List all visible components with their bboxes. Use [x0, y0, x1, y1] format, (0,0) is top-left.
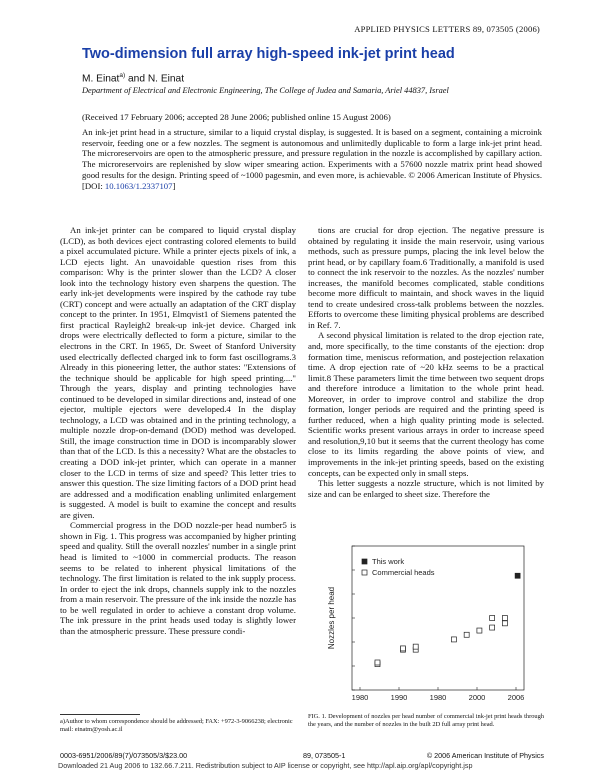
- x-tick-label: 1980: [429, 693, 447, 702]
- legend-marker: [362, 570, 367, 575]
- data-point: [502, 616, 507, 621]
- doi-prefix: [DOI:: [82, 180, 105, 191]
- author-einat-n: and N. Einat: [125, 73, 185, 85]
- footnote: a)Author to whom correspondence should be addressed; FAX: +972-3-9066238; electronic mail: einatm@yosh.ac.il: [60, 718, 293, 734]
- affiliation: Department of Electrical and Electronic Engineering, The College of Judea and Samaria, Ariel 44837, Israel: [82, 86, 449, 95]
- received-dates: (Received 17 February 2006; accepted 28 June 2006; published online 15 August 2006): [82, 112, 391, 122]
- figure-caption: FIG. 1. Development of nozzles per head number of commercial ink-jet print heads through the years, and the number of nozzles in the built 2D full array print head.: [308, 713, 544, 729]
- body-paragraph: tions are crucial for drop ejection. The negative pressure is obtained by regulating it inside the main reservoir, using various methods, such as pressure pumps, placing the ink level below the print head, or by capillary foam.6 Traditionally, a manifold is used to connect the ink reservoir to the nozzles. As the nozzles' number increases, the manifold becomes complicated, stable conditions become more difficult to maintain, and shock waves in the liquid tend to create undesired cross-talk problems between the nozzles. Efforts to overcome these limiting physical problems are described in Ref. 7.: [308, 225, 544, 330]
- body-paragraph: Commercial progress in the DOD nozzle-per head number5 is shown in Fig. 1. This progress was accompanied by higher printing speed and quality. Still the overall nozzles' number in a single print head is limited to ~1000 in commercial products. The reason seems to be related to inherent physical limitations of the technology. The first limitation is related to the ink supply process. In order to eject the ink drops, channels supply ink to the nozzles from a main reservoir. The pressure of the ink inside the nozzle has to be well regulated in order to achieve a constant drop volume. The ink pressure in the print heads used today is slightly lower than the atmospheric pressure. These pressure condi-: [60, 520, 296, 636]
- x-tick-label: 2006: [507, 693, 525, 702]
- body-paragraph: A second physical limitation is related to the drop ejection rate, and, more specifically, to the time constants of the ejection: drop formation time, meniscus reformation, and postejection relaxation time. A drop ejection rate of ~20 kHz seems to be a practical limit.8 These parameters limit the time between two sequent drops and therefore introduce a limitation to the whole print head. Moreover, in order to improve control and stabilize the drop formation, longer periods are required and the printing speed is further reduced, when a high quality printing mode is selected. Scientific works present various arrays in order to increase speed and resolution,9,10 but it seems that the current theology has come close to its limits regarding the above points of view, and improvements in the ink-jet printing speeds, based on the existing concepts, can be expected only in small steps.: [308, 330, 544, 478]
- footnote-divider: [60, 714, 140, 715]
- y-axis-label: Nozzles per head: [327, 586, 336, 650]
- doi-suffix: ]: [172, 180, 176, 191]
- issn-code: 0003-6951/2006/89(7)/073505/3/$23.00: [60, 751, 188, 760]
- data-point: [464, 632, 469, 637]
- data-point: [400, 646, 405, 651]
- abstract: [82, 127, 542, 191]
- data-point: [515, 573, 520, 578]
- doi-link[interactable]: 10.1063/1.2337107: [104, 180, 173, 191]
- body-paragraph: An ink-jet printer can be compared to liquid crystal display (LCD), as both devices eject contrasting colored elements to build a pixel accumulated picture. While a printer ejects pixels of ink, a LCD ejects light. An unavoidable question rises from this comparison: Why is the printer slower than the LCD? A closer look into the technology history even sharpens the question. The early ink-jet developments were inspired by the cathode ray tube (CRT) concept and were actually an adaptation of the CRT display concept to the printer. In 1951, Elmqvist1 of Siemens patented the first practical Rayleigh2 break-up ink-jet device. Charged ink drops were electrically deflected to form a picture, similar to the electrons in the CRT. In 1965, Dr. Sweet of Stanford University used electrically deflected charged ink to form fast oscillograms.3 Already in this pioneering letter, the author states: "Extensions of the technique should be applicable for high speed printing...." Through the years, display and printing technologies have continued to be developed in similar directions and, instead of one ejector, multiple ejectors were developed.4 In the display technology, a LCD was obtained and in the printing technology, a multiple nozzle drop-on-demand (DOD) method was developed. Still, the image construction time in DOD is incomparably slower than that of the LCD. Is this a necessity? What are the obstacles to creating a DOD ink-jet printer, which can operate in a manner closer to the LCD in terms of size and speed? This letter tries to answer this question. The size limiting factors of a DOD print head are addressed and a modification enabling unlimited enlargement is suggested. A model is built to examine the concept and results are given.: [60, 225, 296, 520]
- author-einat-m: M. Einat: [82, 73, 120, 85]
- body-paragraph: This letter suggests a nozzle structure, which is not limited by size and can be enlarged to sheet size. Therefore the: [308, 478, 544, 499]
- legend-marker: [362, 559, 367, 564]
- x-tick-label: 2000: [468, 693, 486, 702]
- figure-1-chart: [318, 538, 538, 718]
- data-point: [451, 637, 456, 642]
- data-point: [490, 616, 495, 621]
- data-point: [477, 628, 482, 633]
- copyright-notice: © 2006 American Institute of Physics: [426, 751, 544, 760]
- data-point: [413, 644, 418, 649]
- download-notice: Downloaded 21 Aug 2006 to 132.66.7.211. Redistribution subject to AIP license or copyright, see http://apl.aip.org/apl/copyright.jsp: [58, 761, 473, 770]
- author-footnote-mark: a): [119, 72, 126, 79]
- running-head: APPLIED PHYSICS LETTERS 89, 073505 (2006): [354, 24, 540, 34]
- legend-label: Commercial heads: [372, 568, 435, 577]
- body-column-left: [60, 225, 296, 636]
- page-number: 89, 073505-1: [303, 751, 346, 760]
- abstract-text: An ink-jet print head in a structure, similar to a liquid crystal display, is suggested. It is based on a segment, containing a microink reservoir, feeding one or a few nozzles. The segment is autonomous and unlimitedly duplicable to form a large ink-jet print head. The microreservoirs are open to the atmospheric pressure, and pressure regulation in the nozzle is accomplished by capillary action. The microreservoirs are replenished by slow wiper smearing action. Experiments with a 57600 nozzle matrix print head showed good results for the design. Printing speed of ~1000 pagesmin, and even more, is achievable. © 2006 American Institute of Physics.: [82, 127, 542, 180]
- body-column-right: [308, 225, 544, 499]
- legend-label: This work: [372, 557, 405, 566]
- author-list: [82, 72, 184, 84]
- data-point: [375, 660, 380, 665]
- data-point: [502, 621, 507, 626]
- x-tick-label: 1980: [351, 693, 369, 702]
- article-title: Two-dimension full array high-speed ink-jet print head: [82, 46, 455, 62]
- x-tick-label: 1990: [390, 693, 408, 702]
- data-point: [490, 625, 495, 630]
